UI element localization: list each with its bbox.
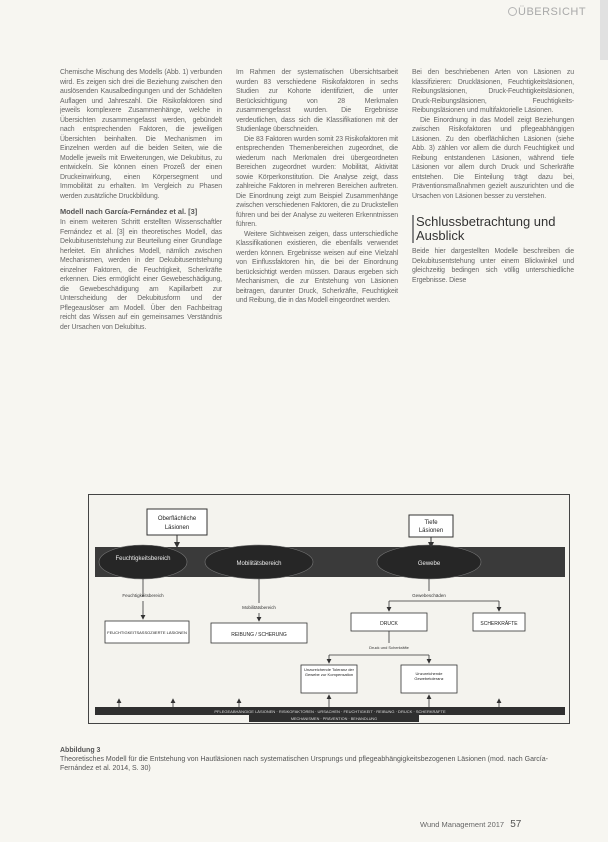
section-tag-label: ÜBERSICHT [518,6,587,18]
label-superficial: Oberflächliche [157,516,197,522]
text-box-pressure: DRUCK [380,621,398,627]
box-superficial [147,509,207,535]
text-box-local-ischemia: Unzureichende Toleranz der Gewebe zur Kompensation [304,667,354,677]
ellipse-moisture [99,545,187,579]
column-3 [412,68,574,474]
page-edge [600,0,608,60]
text-perfusion-small: Druck und Scherkräfte [369,645,409,650]
caption-title: Abbildung 3 [60,747,101,754]
text-columns [60,68,576,474]
figure-diagram [88,494,570,724]
section-tag [508,6,586,18]
section-circle-icon [508,7,517,16]
text-box-moisture: FEUCHTIGKEITSASSOZIIERTE LÄSIONEN [107,630,187,635]
page-footer [420,819,521,830]
text-perfusion: Gewebe [417,561,441,567]
paragraph: Beide hier dargestellten Modelle beschreiben die Dekubitusentstehung unter einem Blickwinkel und gleichzeitig bedingen sich völlig unterschiedliche Ergebnisse. Diese [412,248,574,284]
subheading: Modell nach García-Fernández et al. [3] [60,207,198,216]
text-perfusion-sub: Gewebeschäden [412,593,446,598]
column-2 [236,68,398,474]
text-bar-main: PFLEGEABHÄNGIGE LÄSIONEN · RISIKOFAKTOREN · URSACHEN · FEUCHTIGKEIT · REIBUNG · DRUCK · SCHERKRÄFTE [214,709,446,714]
label-deep-2: Läsionen [418,528,444,534]
paragraph: Die 83 Faktoren wurden somit 23 Risikofaktoren mit entsprechenden Themenbereichen zugeordnet, die wiederum nach Merkmalen drei übergeordneten Bereichen zugeordnet wurden: Mobilität, Aktivität sowie Körperkonstitution. Die Analyse zeigt, dass zahlreiche Faktoren in mehreren Bereichen auftreten. Die Einordnung zeigt zum Beispiel Zusammenhänge zwischen verschiedenen Faktoren, die zu Druckstellen führen und bei der Analyse zu weiteren Erkenntnissen führen. [236,135,398,228]
page-number: 57 [510,819,522,830]
text-moisture-sub: Feuchtigkeitsbereich [122,593,164,598]
column-1 [60,68,222,474]
text-box-friction: REIBUNG / SCHERUNG [231,632,287,638]
journal-name: Wund Management 2017 [420,820,505,829]
paragraph: In einem weiteren Schritt erstellten Wissenschaftler Fernández et al. [3] ein theoretisches Modell, das Dekubitusentstehung zur Beurteilung einer Grundlage herleitet. Ein ähnliches Modell, nämlich zwischen Mechanismen, werden in der Dekubitusentstehung einzelner Faktoren, die Feuchtigkeit, Scherkräfte erkennen. Dies ermöglicht einer Gewebeschädigung, die Gewebeschädigung am Kapillarbett zur Unterscheidung der Dekubitusform und der Pflegeauslöser am Modell. Über den Fachbeitrag reicht das Wissen auf ein gemeinsames Verständnis der Ursachen von Dekubitus. [60,219,222,331]
paragraph: Weitere Sichtweisen zeigen, dass unterschiedliche Klassifikationen existieren, die ebenfalls verwendet werden können. Ergebnisse weisen auf eine Vielzahl von Einflussfaktoren hin, die bei der Einordnung berücksichtigt werden müssen. Daraus ergeben sich Mechanismen, die zur Entstehung von Läsionen beitragen, darunter Druck, Scherkräfte, Feuchtigkeit und Reibung, die in das Modell eingeordnet werden. [236,230,398,304]
label-deep: Tiefe [424,520,438,526]
label-superficial-2: Läsionen [164,525,190,531]
text-bar-sub: MECHANISMEN · PRÄVENTION · BEHANDLUNG [290,717,378,721]
diagram-svg [89,495,571,725]
paragraph: Bei den beschriebenen Arten von Läsionen zu klassifizieren: Druckläsionen, Feuchtigkeitsläsionen, Reibungsläsionen, Druck-Feuchtigkeitsläsionen, Druck-Reibungsläsionen, Feuchtigkeits-Reibungsläsionen und multifaktorielle Läsionen. [412,69,574,114]
paragraph: Im Rahmen der systematischen Übersichtsarbeit wurden 83 verschiedene Risikofaktoren in sechs Studien zur Kohorte identifiziert, die unter Berücksichtigung von 28 Merkmalen zusammengefasst wurden. Die Ergebnisse verdeutlichen, dass sich die Klassifikationen mit der Studienlage überschneiden. [236,69,398,133]
text-mobility-sub: Mobilitätsbereich [242,605,276,610]
paragraph: Die Einordnung in das Modell zeigt Beziehungen zwischen Risikofaktoren und pflegeabhängigen Läsionen. Zu den oberflächlichen Läsionen (siehe Abb. 3) zählen vor allem die durch Feuchtigkeit und Reibung entstandenen Läsionen, während tiefe Läsionen vor allem durch Druck und Scherkräfte entstehen. Die Einteilung trägt dazu bei, Präventionsmaßnahmen gezielt auszurichten und die Ursachen von Läsionen besser zu verstehen. [412,116,574,200]
figure-caption [60,746,580,773]
paragraph: Chemische Mischung des Modells (Abb. 1) verbunden wird. Es zeigen sich drei die Beziehung zwischen den auslösenden Kausalbedingungen und der Schädelten Auflagen und Jahreszahl. Die Risikofaktoren sind jeweils komplexere Zusammenhänge, welche in Übersichten zusammengefasst werden, gebündelt nach entsprechenden Faktoren, die jeweiligen Übersichten beinhalten. Die Mechanismen im Einzelnen werden auf die beiden Seiten, wie die Modelle jeweils mit Erweiterungen, wie Dekubitus, zu entwickeln. Sie können einen Prozeß der einen Druckeinwirkung, einen Körpersegment und Immobilität zu erhalten. Im Vergleich zu Phasen werden zusätzliche Druckbildung. [60,69,222,200]
text-box-tissue: Unzureichende Gewebetoleranz [414,671,444,681]
text-box-shear: SCHERKRÄFTE [480,621,518,627]
section-heading: Schlussbetrachtung und Ausblick [412,215,574,243]
caption-text: Theoretisches Modell für die Entstehung von Hautläsionen nach systematischen Ursprungs und pflegeabhängigkeitsbezogenen Läsionen (mod. nach García-Fernández et al. 2014, S. 30) [60,756,548,772]
text-mobility: Mobilitätsbereich [236,561,282,567]
text-moisture: Feuchtigkeitsbereich [115,556,171,562]
